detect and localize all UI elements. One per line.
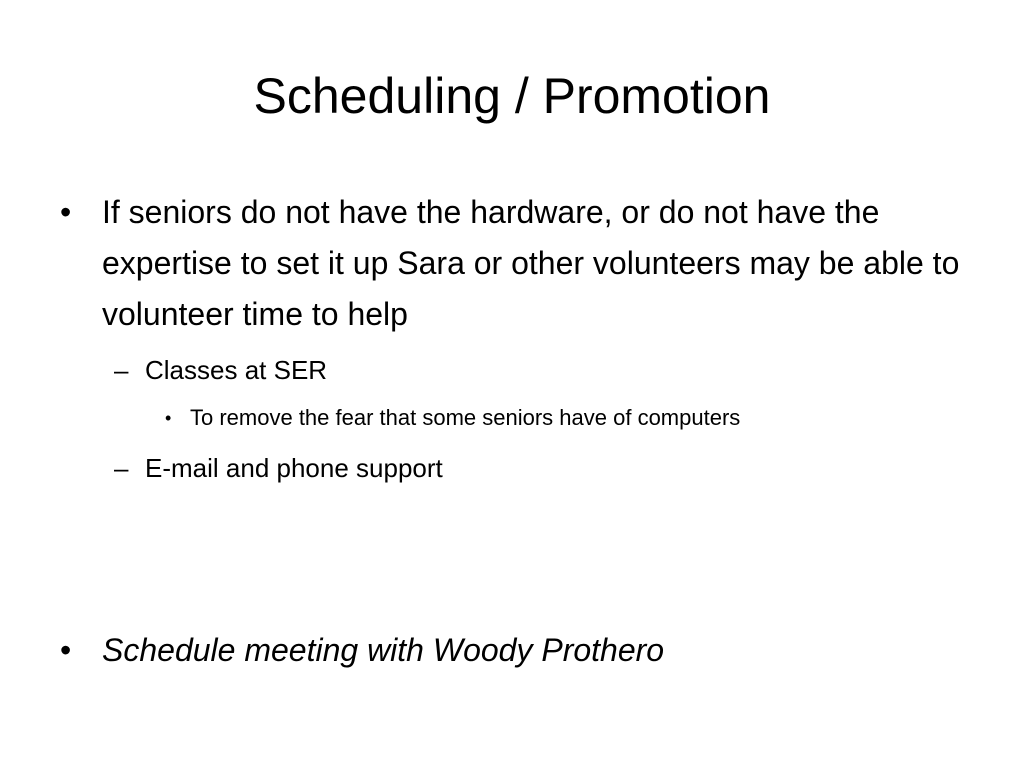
bullet-marker: • — [165, 408, 172, 428]
bullet-text: E-mail and phone support — [145, 453, 443, 483]
bullet-text: Classes at SER — [145, 355, 328, 385]
bullet-level3-fear — [165, 401, 985, 435]
bullet-level2-support — [114, 448, 954, 488]
bullet-text: To remove the fear that some seniors have of computers — [190, 405, 741, 430]
bullet-text: Schedule meeting with Woody Prothero — [102, 632, 665, 668]
bullet-level1-meeting — [60, 625, 960, 676]
bullet-marker: • — [60, 194, 72, 230]
bullet-text: If seniors do not have the hardware, or do not have the expertise to set it up Sara or other volunteers may be able to volunteer time to help — [102, 194, 960, 332]
dash-marker: – — [114, 355, 129, 385]
bullet-marker: • — [60, 632, 72, 668]
dash-marker: – — [114, 453, 129, 483]
bullet-level2-classes — [114, 350, 954, 390]
bullet-level1-hardware — [60, 187, 960, 340]
slide-title: Scheduling / Promotion — [253, 68, 771, 124]
